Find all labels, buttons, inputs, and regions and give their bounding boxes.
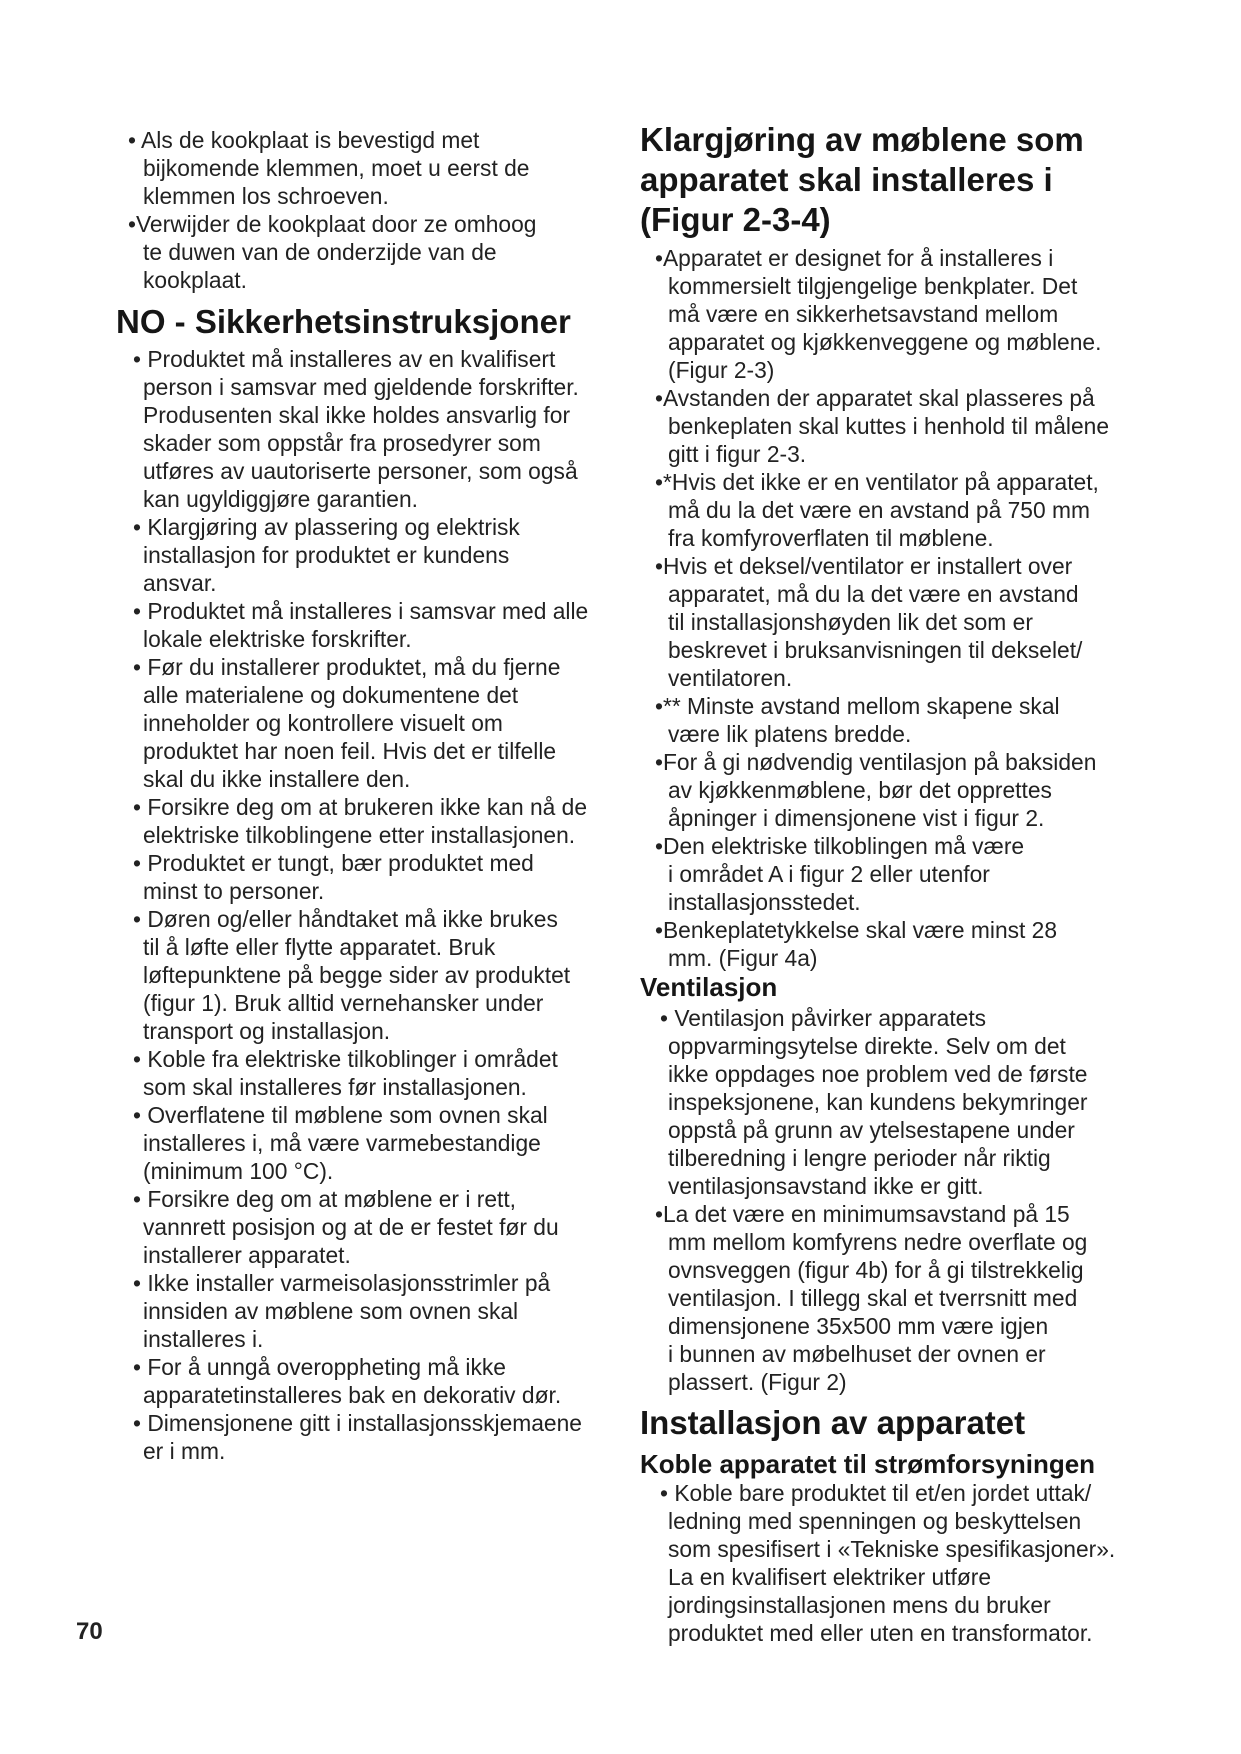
ventilation-line: ventilasjon. I tillegg skal et tverrsnitt med — [668, 1285, 1078, 1311]
body-line: elektriske tilkoblingene etter installasjonen. — [143, 822, 576, 848]
body-line: • Forsikre deg om at møblene er i rett, — [133, 1186, 516, 1212]
ventilation-line: plassert. (Figur 2) — [668, 1369, 847, 1395]
body-line: person i samsvar med gjeldende forskrifter. — [143, 374, 579, 400]
body-line: skader som oppstår fra prosedyrer som — [143, 430, 541, 456]
prep-line: apparatet, må du la det være en avstand — [668, 581, 1079, 607]
ventilation-line: ovnsveggen (figur 4b) for å gi tilstrekkelig — [668, 1257, 1084, 1283]
prep-line: •*Hvis det ikke er en ventilator på apparatet, — [655, 469, 1099, 495]
prep-line: være lik platens bredde. — [668, 721, 912, 747]
body-line: produktet har noen feil. Hvis det er tilfelle — [143, 738, 557, 764]
prep-line: må du la det være en avstand på 750 mm — [668, 497, 1090, 523]
body-line: transport og installasjon. — [143, 1018, 391, 1044]
body-line: • Ikke installer varmeisolasjonsstrimler på — [133, 1270, 551, 1296]
body-line: • Produktet må installeres i samsvar med alle — [133, 598, 589, 624]
prep-line: •Apparatet er designet for å installeres i — [655, 245, 1054, 271]
body-line: inneholder og kontrollere visuelt om — [143, 710, 503, 736]
section-heading-safety: NO - Sikkerhetsinstruksjoner — [116, 303, 571, 340]
prep-line: (Figur 2-3) — [668, 357, 775, 383]
prep-line: av kjøkkenmøblene, bør det opprettes — [668, 777, 1052, 803]
prep-line: kommersielt tilgjengelige benkplater. Det — [668, 273, 1078, 299]
power-line: som spesifisert i «Tekniske spesifikasjoner». — [668, 1536, 1116, 1562]
intro-line: bijkomende klemmen, moet u eerst de — [143, 155, 530, 181]
body-line: skal du ikke installere den. — [143, 766, 411, 792]
body-line: • Dimensjonene gitt i installasjonsskjemaene — [133, 1410, 582, 1436]
ventilation-line: i bunnen av møbelhuset der ovnen er — [668, 1341, 1046, 1367]
body-line: (minimum 100 °C). — [143, 1158, 334, 1184]
body-line: • For å unngå overoppheting må ikke — [133, 1354, 506, 1380]
body-line: vannrett posisjon og at de er festet før du — [143, 1214, 559, 1240]
subheading-power: Koble apparatet til strømforsyningen — [640, 1449, 1096, 1479]
ventilation-line: oppstå på grunn av ytelsestapene under — [668, 1117, 1075, 1143]
body-line: installerer apparatet. — [143, 1242, 351, 1268]
intro-line: • Als de kookplaat is bevestigd met — [128, 127, 480, 153]
body-line: Produsenten skal ikke holdes ansvarlig for — [143, 402, 571, 428]
body-line: lokale elektriske forskrifter. — [143, 626, 412, 652]
body-line: • Forsikre deg om at brukeren ikke kan nå de — [133, 794, 588, 820]
ventilation-line: dimensjonene 35x500 mm være igjen — [668, 1313, 1049, 1339]
body-line: apparatetinstalleres bak en dekorativ dør. — [143, 1382, 562, 1408]
intro-line: kookplaat. — [143, 267, 247, 293]
body-line: til å løfte eller flytte apparatet. Bruk — [143, 934, 496, 960]
ventilation-line: inspeksjonene, kan kundens bekymringer — [668, 1089, 1088, 1115]
prep-line: apparatet og kjøkkenveggene og møblene. — [668, 329, 1102, 355]
prep-line: mm. (Figur 4a) — [668, 945, 818, 971]
power-line: jordingsinstallasjonen mens du bruker — [668, 1592, 1051, 1618]
power-line: ledning med spenningen og beskyttelsen — [668, 1508, 1082, 1534]
ventilation-line: •La det være en minimumsavstand på 15 — [655, 1201, 1070, 1227]
subheading-ventilation: Ventilasjon — [640, 972, 778, 1002]
body-line: kan ugyldiggjøre garantien. — [143, 486, 418, 512]
body-line: • Produktet er tungt, bær produktet med — [133, 850, 534, 876]
body-line: installasjon for produktet er kundens — [143, 542, 510, 568]
prep-line: •For å gi nødvendig ventilasjon på baksiden — [655, 749, 1097, 775]
ventilation-line: ventilasjonsavstand ikke er gitt. — [668, 1173, 984, 1199]
prep-line: installasjonsstedet. — [668, 889, 861, 915]
body-line: • Døren og/eller håndtaket må ikke brukes — [133, 906, 558, 932]
prep-line: fra komfyroverflaten til møblene. — [668, 525, 994, 551]
body-line: • Produktet må installeres av en kvalifisert — [133, 346, 556, 372]
prep-line: •Den elektriske tilkoblingen må være — [655, 833, 1025, 859]
prep-line: til installasjonshøyden lik det som er — [668, 609, 1033, 635]
power-line: La en kvalifisert elektriker utføre — [668, 1564, 992, 1590]
ventilation-line: mm mellom komfyrens nedre overflate og — [668, 1229, 1088, 1255]
power-line: produktet med eller uten en transformator. — [668, 1620, 1093, 1646]
ventilation-line: tilberedning i lengre perioder når riktig — [668, 1145, 1051, 1171]
intro-line: te duwen van de onderzijde van de — [143, 239, 497, 265]
prep-line: •Hvis et deksel/ventilator er installert over — [655, 553, 1073, 579]
prep-line: beskrevet i bruksanvisningen til dekselet/ — [668, 637, 1083, 663]
body-line: • Koble fra elektriske tilkoblinger i området — [133, 1046, 558, 1072]
body-line: utføres av uautoriserte personer, som også — [143, 458, 578, 484]
body-line: • Overflatene til møblene som ovnen skal — [133, 1102, 548, 1128]
prep-line: må være en sikkerhetsavstand mellom — [668, 301, 1059, 327]
prep-line: •Benkeplatetykkelse skal være minst 28 — [655, 917, 1058, 943]
body-line: løftepunktene på begge sider av produktet — [143, 962, 571, 988]
body-line: ansvar. — [143, 570, 217, 596]
body-line: minst to personer. — [143, 878, 325, 904]
power-line: • Koble bare produktet til et/en jordet uttak/ — [660, 1480, 1092, 1506]
body-line: installeres i, må være varmebestandige — [143, 1130, 541, 1156]
intro-line: klemmen los schroeven. — [143, 183, 389, 209]
prep-line: •Avstanden der apparatet skal plasseres på — [655, 385, 1095, 411]
section-heading-furniture: apparatet skal installeres i — [640, 161, 1053, 198]
body-line: • Klargjøring av plassering og elektrisk — [133, 514, 520, 540]
section-heading-installation: Installasjon av apparatet — [640, 1404, 1026, 1441]
ventilation-line: oppvarmingsytelse direkte. Selv om det — [668, 1033, 1066, 1059]
section-heading-furniture: Klargjøring av møblene som — [640, 121, 1084, 158]
prep-line: ventilatoren. — [668, 665, 793, 691]
prep-line: i området A i figur 2 eller utenfor — [668, 861, 990, 887]
section-heading-furniture: (Figur 2-3-4) — [640, 201, 831, 238]
page-number: 70 — [76, 1618, 103, 1645]
body-line: (figur 1). Bruk alltid vernehansker under — [143, 990, 544, 1016]
intro-line: •Verwijder de kookplaat door ze omhoog — [128, 211, 537, 237]
prep-line: gitt i figur 2-3. — [668, 441, 807, 467]
prep-line: •** Minste avstand mellom skapene skal — [655, 693, 1060, 719]
prep-line: åpninger i dimensjonene vist i figur 2. — [668, 805, 1045, 831]
ventilation-line: • Ventilasjon påvirker apparatets — [660, 1005, 987, 1031]
body-line: alle materialene og dokumentene det — [143, 682, 519, 708]
body-line: som skal installeres før installasjonen. — [143, 1074, 527, 1100]
body-line: installeres i. — [143, 1326, 264, 1352]
body-line: • Før du installerer produktet, må du fjerne — [133, 654, 561, 680]
body-line: innsiden av møblene som ovnen skal — [143, 1298, 519, 1324]
ventilation-line: ikke oppdages noe problem ved de første — [668, 1061, 1088, 1087]
body-line: er i mm. — [143, 1438, 226, 1464]
prep-line: benkeplaten skal kuttes i henhold til målene — [668, 413, 1110, 439]
